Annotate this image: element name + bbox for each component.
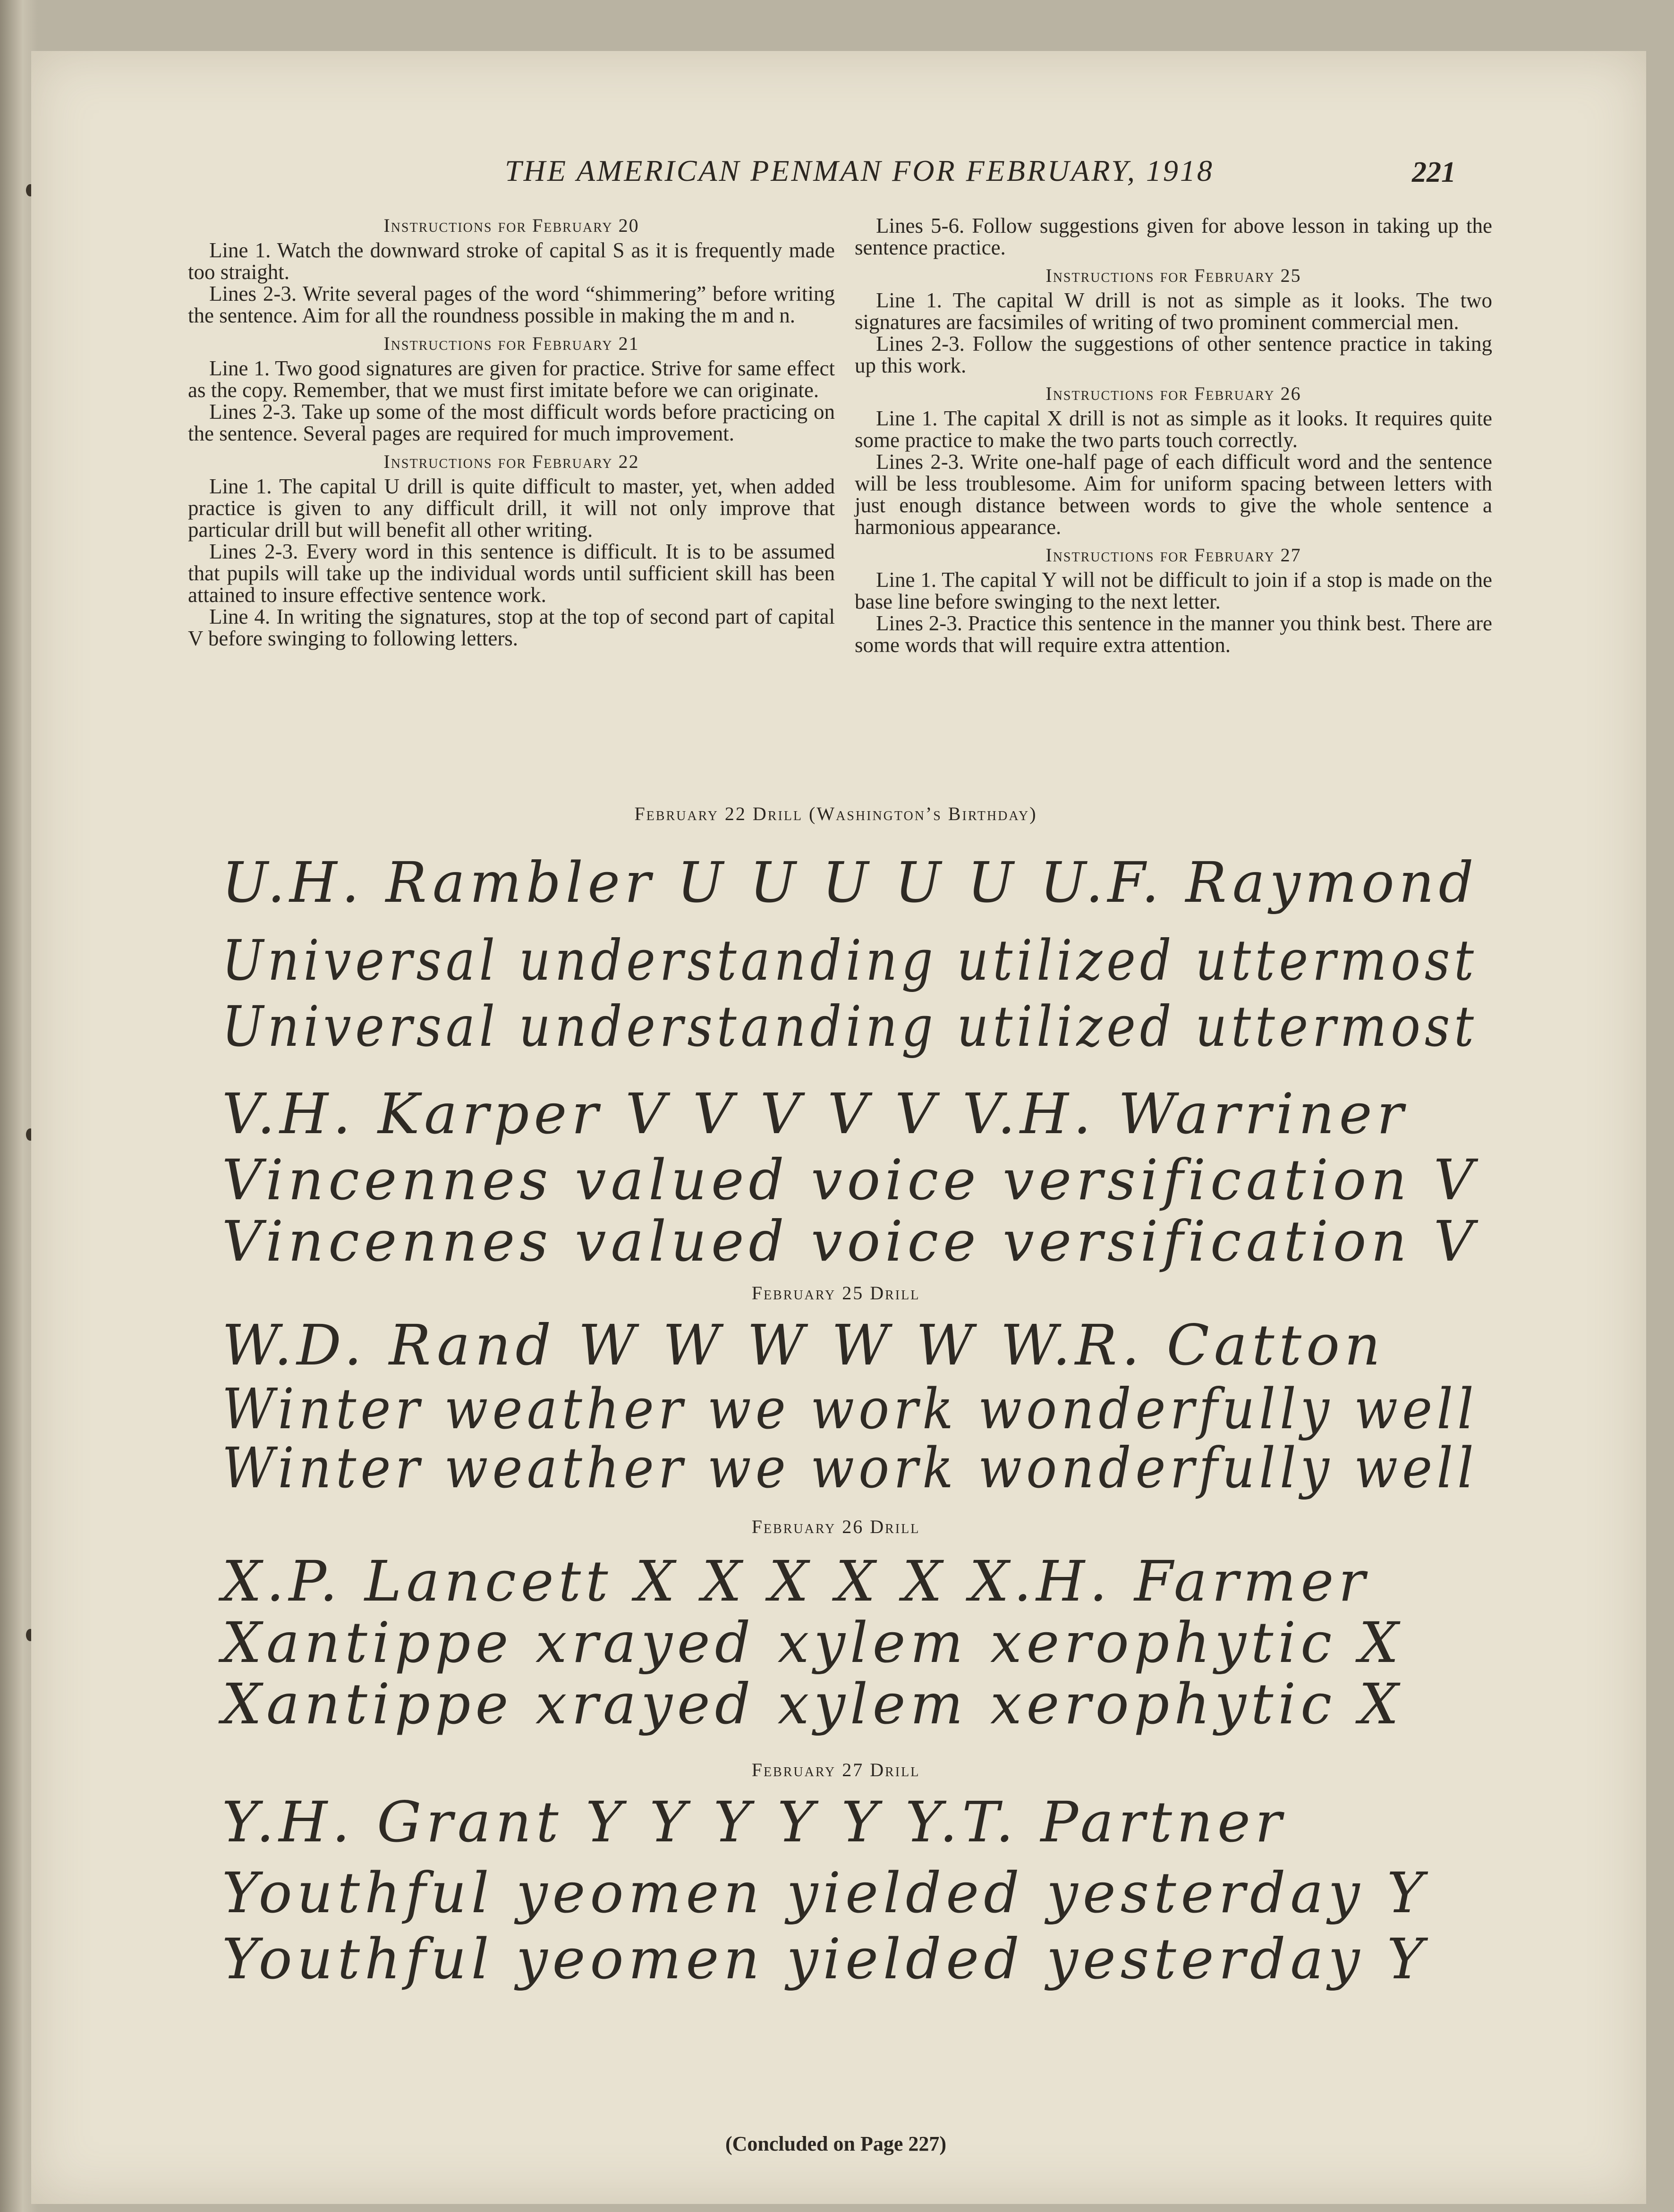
running-head: THE AMERICAN PENMAN FOR FEBRUARY, 1918 xyxy=(505,154,1214,187)
script-signature-line: U.H. Rambler U U U U U U.F. Raymond xyxy=(222,850,1479,915)
section-heading: Instructions for February 26 xyxy=(1045,383,1301,404)
script-sentence-line: Winter weather we work wonderfully well xyxy=(222,1435,1478,1500)
script-sentence-line: Vincennes valued voice versification V xyxy=(222,1209,1479,1274)
script-sentence-line: Xantippe xrayed xylem xerophytic X xyxy=(222,1671,1403,1737)
left-column xyxy=(188,215,835,649)
script-signature-line: X.P. Lancett X X X X X X.H. Farmer xyxy=(222,1549,1370,1614)
paragraph: Line 1. Two good signatures are given for practice. Strive for same effect as the copy. Remember, that we must first imitate before we can originate. xyxy=(188,356,835,402)
paragraph: Line 1. The capital U drill is quite difficult to master, yet, when added practice is given to any difficult drill, it will not only improve that particular drill but will benefit all other writing. xyxy=(188,475,835,542)
continuation-note: (Concluded on Page 227) xyxy=(725,2132,947,2155)
paragraph: Line 1. The capital W drill is not as simple as it looks. The two signatures are facsimiles of writing of two prominent commercial men. xyxy=(855,288,1492,334)
section-heading: Instructions for February 20 xyxy=(383,215,639,236)
section-heading: Instructions for February 27 xyxy=(1045,544,1301,566)
paragraph: Lines 2-3. Take up some of the most difficult words before practicing on the sentence. Several pages are required for much improvement. xyxy=(188,400,835,445)
script-sentence-line: Youthful yeomen yielded yesterday Y xyxy=(222,1926,1428,1992)
paragraph: Lines 2-3. Practice this sentence in the manner you think best. There are some words that will require extra attention. xyxy=(855,611,1492,657)
script-sentence-line: Universal understanding utilized uttermost xyxy=(222,994,1478,1059)
script-signature-line: Y.H. Grant Y Y Y Y Y Y.T. Partner xyxy=(222,1789,1287,1855)
script-sentence-line: Universal understanding utilized uttermost xyxy=(222,928,1478,993)
paragraph: Lines 2-3. Write one-half page of each difficult word and the sentence will be less troublesome. Aim for uniform spacing between letters with just enough distance between words to give the whole sentence a harmonious appearance. xyxy=(855,450,1492,539)
paragraph: Line 1. Watch the downward stroke of capital S as it is frequently made too straight. xyxy=(188,238,835,284)
script-sentence-line: Youthful yeomen yielded yesterday Y xyxy=(222,1860,1428,1925)
drill-heading: February 26 Drill xyxy=(751,1516,920,1537)
drill-heading: February 25 Drill xyxy=(751,1282,920,1304)
drill-heading: February 22 Drill (Washington’s Birthday) xyxy=(634,803,1037,824)
right-column xyxy=(855,215,1492,656)
section-heading: Instructions for February 21 xyxy=(383,333,639,354)
script-signature-line: W.D. Rand W W W W W W.R. Catton xyxy=(222,1313,1385,1378)
paragraph: Line 1. The capital X drill is not as simple as it looks. It requires quite some practice to make the two parts touch correctly. xyxy=(855,407,1492,452)
page-number: 221 xyxy=(1412,156,1456,188)
paragraph: Line 1. The capital Y will not be difficult to join if a stop is made on the base line before swinging to the next letter. xyxy=(855,568,1492,613)
paragraph: Lines 2-3. Every word in this sentence is difficult. It is to be assumed that pupils will take up the individual words until sufficient skill has been attained to insure effective sentence work. xyxy=(188,540,835,607)
script-signature-line: V.H. Karper V V V V V V.H. Warriner xyxy=(222,1081,1409,1146)
paragraph: Line 4. In writing the signatures, stop at the top of second part of capital V before swinging to following letters. xyxy=(188,605,835,650)
paragraph: Lines 5-6. Follow suggestions given for above lesson in taking up the sentence practice. xyxy=(855,214,1492,259)
paragraph: Lines 2-3. Follow the suggestions of other sentence practice in taking up this work. xyxy=(855,332,1492,377)
drill-heading: February 27 Drill xyxy=(751,1759,920,1780)
paragraph: Lines 2-3. Write several pages of the word “shimmering” before writing the sentence. Aim for all the roundness possible in making the m and n. xyxy=(188,282,835,327)
section-heading: Instructions for February 25 xyxy=(1045,265,1301,286)
script-sentence-line: Vincennes valued voice versification V xyxy=(222,1147,1479,1212)
script-sentence-line: Winter weather we work wonderfully well xyxy=(222,1376,1478,1441)
section-heading: Instructions for February 22 xyxy=(383,451,639,472)
script-sentence-line: Xantippe xrayed xylem xerophytic X xyxy=(222,1610,1403,1675)
